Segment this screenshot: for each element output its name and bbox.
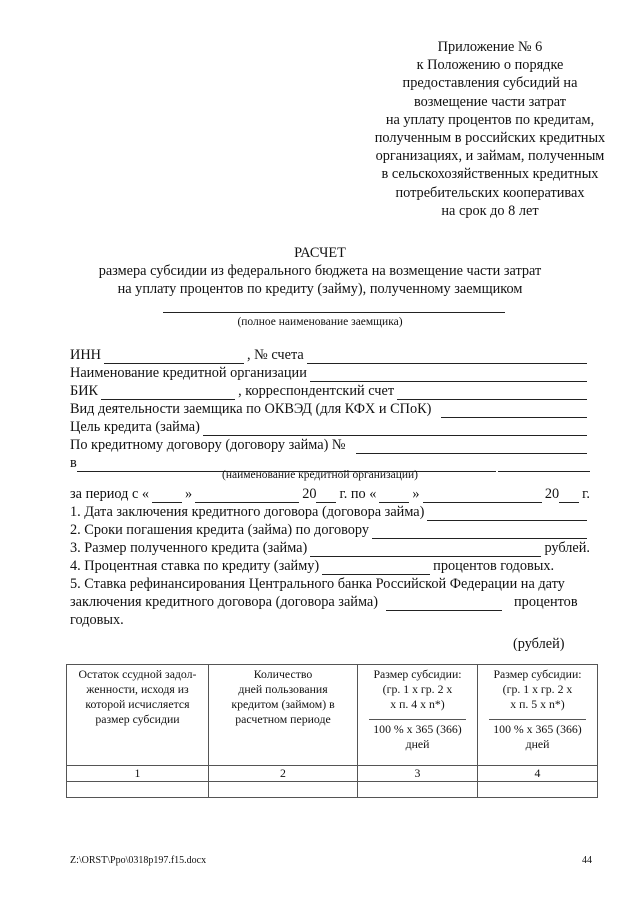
label: , № счета [246, 347, 304, 363]
item-1-field[interactable] [427, 506, 587, 521]
period-row [70, 485, 590, 503]
bik-row [70, 382, 590, 400]
col-2-header [209, 665, 358, 766]
appendix-line: на уплату процентов по кредитам, [385, 111, 595, 128]
col-4-header [478, 665, 598, 766]
label: Вид деятельности заемщика по ОКВЭД (для КФХ и СПоК) [70, 401, 432, 417]
bik-field[interactable] [101, 385, 235, 400]
contract-field[interactable] [356, 439, 587, 454]
label: 5. Ставка рефинансирования Центрального банка Российской Федерации на дату [70, 576, 565, 592]
year-to[interactable] [559, 488, 579, 503]
okved-row [70, 400, 590, 418]
item-4-field[interactable] [322, 560, 430, 575]
item-3-field[interactable] [310, 542, 541, 557]
h: женности, исходя из [86, 682, 189, 696]
label: Наименование кредитной организации [70, 365, 307, 381]
inn-row [70, 346, 590, 364]
h: дней [525, 737, 550, 751]
appendix-line: организациях, и займам, полученным [375, 148, 605, 165]
col-number: 1 [67, 766, 209, 782]
bank-field[interactable] [310, 367, 587, 382]
h: Остаток ссудной задол- [78, 667, 197, 681]
label: заключения кредитного договора (договора займа) [70, 594, 379, 610]
col-3-header [358, 665, 478, 766]
col-number: 4 [478, 766, 598, 782]
label: г. [582, 486, 590, 502]
label: 3. Размер полученного кредита (займа) [70, 540, 308, 556]
day-from[interactable] [152, 488, 182, 503]
day-to[interactable] [379, 488, 409, 503]
month-to[interactable] [423, 488, 542, 503]
label: Цель кредита (займа) [70, 419, 200, 435]
h: размер субсидии [95, 712, 180, 726]
label: ИНН [70, 347, 101, 363]
col-number: 3 [358, 766, 478, 782]
h: (гр. 1 x гр. 2 x [382, 682, 453, 696]
account-field[interactable] [307, 349, 587, 364]
borrower-line[interactable] [163, 312, 505, 313]
appendix-line: потребительских кооперативах [395, 184, 585, 201]
denominator [369, 719, 466, 752]
appendix-line: в сельскохозяйственных кредитных [381, 166, 599, 183]
borrower-caption: (полное наименование заемщика) [237, 316, 403, 328]
year-from[interactable] [316, 488, 336, 503]
h: Количество [253, 667, 313, 681]
label: 20 [544, 486, 560, 502]
h: кредитом (займом) в [231, 697, 335, 711]
contract-row [70, 436, 590, 454]
purpose-row [70, 418, 590, 436]
inn-field[interactable] [104, 349, 244, 364]
table-cell[interactable] [358, 782, 478, 798]
table-number-row [67, 766, 598, 782]
table-cell[interactable] [209, 782, 358, 798]
h: (гр. 1 x гр. 2 x [502, 682, 573, 696]
item-5-cont [70, 593, 590, 611]
label: 1. Дата заключения кредитного договора (договора займа) [70, 504, 425, 520]
h: Размер субсидии: [493, 667, 582, 681]
h: Размер субсидии: [373, 667, 462, 681]
label: годовых. [70, 612, 124, 628]
label: процентов годовых. [433, 558, 555, 574]
page-number: 44 [582, 855, 592, 866]
appendix-line: возмещение части затрат [414, 93, 566, 110]
units-label: (рублей) [513, 636, 565, 652]
table-row [67, 782, 598, 798]
label: 2. Сроки погашения кредита (займа) по договору [70, 522, 370, 538]
month-from[interactable] [195, 488, 299, 503]
item-2 [70, 521, 590, 539]
label: БИК [70, 383, 99, 399]
label: , корреспондентский счет [238, 383, 395, 399]
corr-field[interactable] [397, 385, 587, 400]
label: за период с « [70, 486, 150, 502]
table-header-row [67, 665, 598, 766]
appendix-line: к Положению о порядке [416, 57, 564, 74]
subsidy-table [66, 664, 598, 798]
item-1 [70, 503, 590, 521]
h: которой исчисляется [85, 697, 190, 711]
item-5-field[interactable] [386, 596, 502, 611]
col-1-header [67, 665, 209, 766]
item-4 [70, 557, 590, 575]
denominator [489, 719, 586, 752]
label: процентов [514, 594, 578, 610]
bank-row [70, 364, 590, 382]
h: 100 % x 365 (366) [493, 722, 582, 736]
h: 100 % x 365 (366) [373, 722, 462, 736]
subtitle-line: на уплату процентов по кредиту (займу), полученному заемщиком [117, 281, 523, 297]
label: » [185, 486, 193, 502]
appendix-line: Приложение № 6 [437, 39, 543, 55]
label: 20 [302, 486, 317, 502]
okved-field[interactable] [441, 403, 587, 418]
h: дней пользования [238, 682, 328, 696]
appendix-line: предоставления субсидий на [402, 75, 578, 92]
item-3 [70, 539, 590, 557]
appendix-line: на срок до 8 лет [441, 202, 539, 219]
label: г. по « [339, 486, 377, 502]
subtitle-line: размера субсидии из федерального бюджета на возмещение части затрат [98, 263, 542, 279]
appendix-header [330, 38, 640, 220]
item-2-field[interactable] [372, 524, 587, 539]
h: x п. 4 x n*) [390, 697, 445, 711]
item-5-end [70, 611, 590, 629]
appendix-line: полученным в российских кредитных [374, 130, 606, 147]
label: рублей. [544, 540, 590, 556]
table-cell[interactable] [67, 782, 209, 798]
h: расчетном периоде [235, 712, 331, 726]
label: 4. Процентная ставка по кредиту (займу) [70, 558, 320, 574]
label: в [70, 455, 77, 471]
doc-title: РАСЧЕТ [294, 245, 346, 261]
purpose-field[interactable] [203, 421, 587, 436]
label: » [412, 486, 420, 502]
h: дней [405, 737, 430, 751]
col-number: 2 [209, 766, 358, 782]
file-path: Z:\ORST\Ppo\0318p197.f15.docx [70, 855, 207, 866]
bank-caption: (наименование кредитной организации) [221, 469, 419, 481]
item-5 [70, 575, 590, 593]
table-cell[interactable] [478, 782, 598, 798]
label: По кредитному договору (договору займа) № [70, 437, 346, 453]
h: x п. 5 x n*) [510, 697, 565, 711]
